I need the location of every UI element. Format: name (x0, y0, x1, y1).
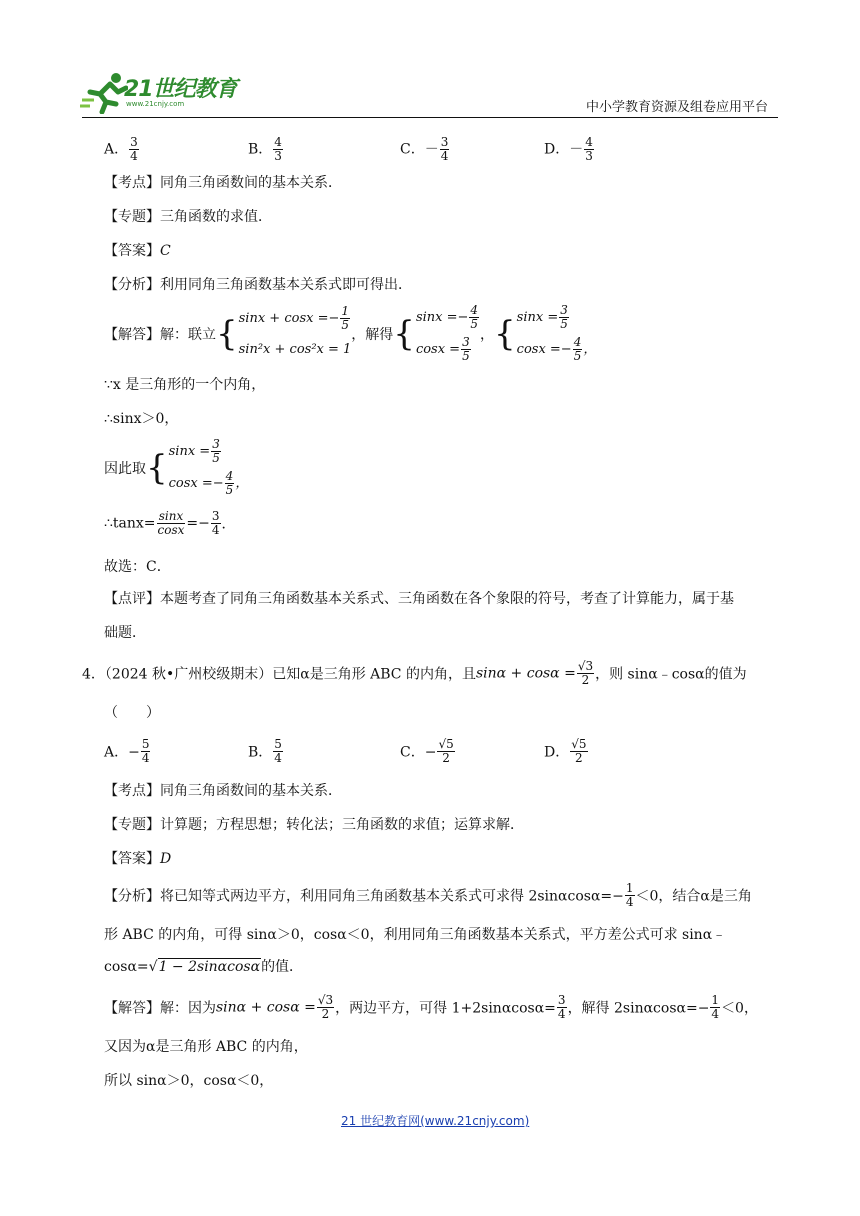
q4-stem-line2: （ ） (104, 705, 160, 721)
header-rule (82, 117, 778, 118)
q3-dianping-2: 础题． (104, 625, 146, 641)
option-a: A． $\frac{3}{4}$ (104, 135, 138, 163)
q4-jieda-2: 又因为α是三角形 ABC 的内角， (104, 1039, 308, 1055)
q3-options (104, 128, 804, 162)
q4-zhuanti: 【专题】计算题；方程思想；转化法；三角函数的求值；运算求解． (104, 817, 524, 833)
q4-fenxi-3: cosα=√1 − 2sinαcosα的值． (104, 959, 304, 975)
logo-url: www.21cnjy.com (126, 100, 185, 108)
q3-therefore: ∴sinx＞0， (104, 411, 179, 427)
option-d: D． $\frac{√5}{2}$ (544, 737, 587, 765)
q4-answer: 【答案】D (104, 851, 172, 867)
q4-jieda-3: 所以 sinα＞0，cosα＜0， (104, 1073, 274, 1089)
q3-zhuanti: 【专题】三角函数的求值． (104, 209, 272, 225)
q3-answer: 【答案】C (104, 243, 171, 259)
q4-jieda-1: 【解答】解：因为sinα + cosα = $\frac{√3}{2}$ ，两边平方，可得 1+2sinαcosα= $\frac{3}{4}$ ，解得 2sinαcosα=− $\frac{1}{4}$ ＜0， (104, 993, 758, 1021)
q4-kaodian: 【考点】同角三角函数间的基本关系． (104, 783, 342, 799)
option-d: D．－ $\frac{4}{3}$ (544, 135, 593, 163)
option-b: B． $\frac{5}{4}$ (248, 737, 282, 765)
q3-jieda: 【解答】解：联立{ sinx + cosx =− $\frac{1}{5}$ sin²x + cos²x = 1 ，解得{ sinx =− $\frac{4}{5}$ cosx = $\frac{3}{5}$ ，{ sinx = $\frac{3}{5}$ cosx =− $\frac{4}{5}$ ， (104, 303, 597, 363)
q4-fenxi-1: 【分析】将已知等式两边平方，利用同角三角函数基本关系式可求得 2sinαcosα=− $\frac{1}{4}$ ＜0，结合α是三角 (104, 881, 752, 909)
header-logo (80, 70, 260, 114)
q3-pick: 因此取{ sinx = $\frac{3}{5}$ cosx =− $\frac{4}{5}$ ， (104, 437, 249, 497)
option-b: B． $\frac{4}{3}$ (248, 135, 282, 163)
q3-guxuan: 故选：C． (104, 559, 171, 575)
footer-link[interactable]: 21 世纪教育网(www.21cnjy.com) (341, 1114, 530, 1128)
q3-tan: ∴tanx= $\frac{\sin x}{\cos x}$ =− $\frac{3}{4}$ ． (104, 509, 236, 537)
runner-icon (80, 70, 128, 114)
option-c: C．− $\frac{√5}{2}$ (400, 737, 454, 765)
q4-fenxi-2: 形 ABC 的内角，可得 sinα＞0，cosα＜0，利用同角三角函数基本关系式，平方差公式可求 sinα﹣ (104, 927, 727, 943)
q3-dianping-1: 【点评】本题考查了同角三角函数基本关系式、三角函数在各个象限的符号，考查了计算能力，属于基 (104, 591, 734, 607)
q4-options (104, 734, 804, 768)
q4-stem-line1: 4．（2024 秋•广州校级期末）已知α是三角形 ABC 的内角，且sinα + cosα = $\frac{√3}{2}$ ，则 sinα﹣cosα的值为 (82, 659, 747, 687)
q3-since: ∵x 是三角形的一个内角， (104, 377, 266, 393)
option-c: C．－ $\frac{3}{4}$ (400, 135, 449, 163)
option-a: A．− $\frac{5}{4}$ (104, 737, 150, 765)
header-right-title: 中小学教育资源及组卷应用平台 (586, 100, 769, 115)
q3-fenxi: 【分析】利用同角三角函数基本关系式即可得出． (104, 277, 412, 293)
q3-kaodian: 【考点】同角三角函数间的基本关系． (104, 175, 342, 191)
logo-text: 21世纪教育 (124, 77, 237, 102)
